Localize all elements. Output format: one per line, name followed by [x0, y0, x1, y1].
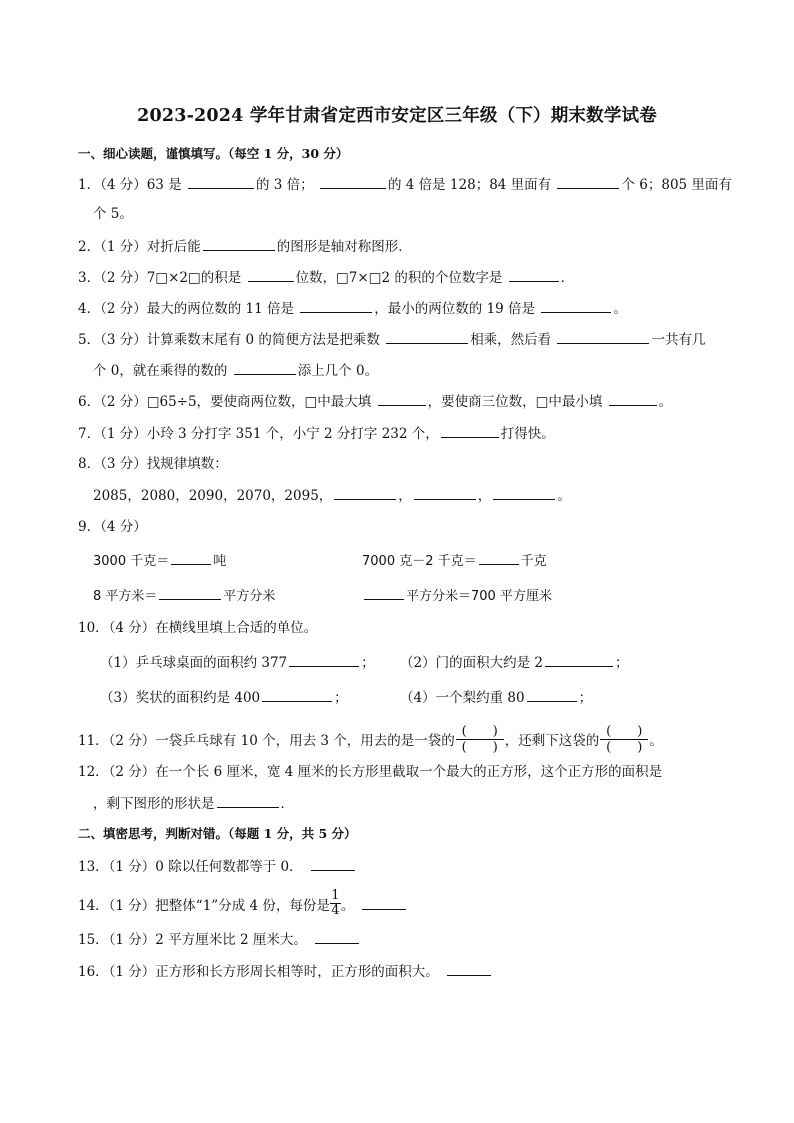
answer-blank[interactable]: [289, 653, 359, 667]
answer-blank[interactable]: [557, 330, 649, 344]
answer-blank[interactable]: [334, 486, 396, 500]
question-11: 11．（2 分）一袋乒乓球有 10 个，用去 3 个，用去的是一袋的 $\frac{( )}{( )}$ ，还剩下这袋的 $\frac{( )}{( )}$ 。: [78, 724, 663, 755]
question-9-item-1: 3000 千克＝ 吨: [93, 551, 226, 571]
question-12: 12．（2 分）在一个长 6 厘米，宽 4 厘米的长方形里截取一个最大的正方形，这个正方形的面积是: [78, 764, 663, 780]
question-9-item-3: 8 平方米＝ 平方分米: [93, 586, 275, 606]
answer-blank[interactable]: [248, 268, 294, 282]
answer-blank[interactable]: [447, 962, 491, 976]
question-15: 15．（1 分）2 平方厘米比 2 厘米大。: [78, 930, 361, 949]
question-16: 16．（1 分）正方形和长方形周长相等时，正方形的面积大。: [78, 962, 493, 981]
question-10-item-3: （3）奖状的面积约是 400 ；: [100, 690, 348, 706]
answer-blank[interactable]: [203, 237, 275, 251]
question-4: 4．（2 分）最大的两位数的 11 倍是 ，最小的两位数的 19 倍是 。: [78, 301, 627, 317]
fraction-one-quarter: $\frac{1}{4}$: [331, 888, 340, 918]
answer-blank[interactable]: [441, 424, 499, 438]
question-1: 1．（4 分）63 是 的 3 倍； 的 4 倍是 128；84 里面有 个 6；805 里面有: [78, 177, 732, 193]
question-10-item-1: （1）乒乓球桌面的面积约 377 ；: [100, 655, 375, 671]
question-1-cont: 个 5。: [93, 206, 133, 222]
question-8: 8．（3 分）找规律填数：: [78, 456, 228, 472]
answer-blank[interactable]: [300, 299, 372, 313]
answer-blank[interactable]: [527, 688, 577, 702]
question-3: 3．（2 分）7□×2□的积是 位数，□7×□2 的积的个位数字是 ．: [78, 270, 575, 286]
answer-blank[interactable]: [311, 857, 355, 871]
answer-blank[interactable]: [414, 486, 476, 500]
fraction-blank[interactable]: $\frac{( )}{( )}$: [600, 725, 648, 754]
answer-blank[interactable]: [609, 392, 657, 406]
answer-blank[interactable]: [364, 586, 404, 600]
answer-blank[interactable]: [217, 794, 279, 808]
question-9: 9．（4 分）: [78, 519, 147, 535]
answer-blank[interactable]: [386, 330, 468, 344]
exam-title: 2023-2024 学年甘肃省定西市安定区三年级（下）期末数学试卷: [137, 106, 657, 126]
answer-blank[interactable]: [545, 653, 613, 667]
question-8-sequence: 2085，2080，2090，2070，2095， ， ， 。: [93, 488, 571, 504]
answer-blank[interactable]: [541, 299, 611, 313]
question-5: 5．（3 分）计算乘数末尾有 0 的简便方法是把乘数 相乘，然后看 一共有几: [78, 332, 706, 348]
section-2-heading: 二、填密思考，判断对错。（每题 1 分，共 5 分）: [78, 826, 357, 841]
question-7: 7．（1 分）小玲 3 分打字 351 个，小宁 2 分打字 232 个， 打得快。: [78, 426, 555, 442]
answer-blank[interactable]: [493, 486, 555, 500]
question-12-cont: ，剩下图形的形状是 ．: [93, 796, 294, 812]
question-10-item-2: （2）门的面积大约是 2 ；: [400, 655, 629, 671]
answer-blank[interactable]: [378, 392, 426, 406]
question-13: 13．（1 分）0 除以任何数都等于 0．: [78, 857, 357, 876]
answer-blank[interactable]: [171, 551, 211, 565]
answer-blank[interactable]: [362, 896, 406, 910]
answer-blank[interactable]: [479, 551, 519, 565]
section-1-heading: 一、细心读题，谨慎填写。（每空 1 分，30 分）: [78, 146, 349, 161]
question-14: 14．（1 分）把整体“1”分成 4 份，每份是 $\frac{1}{4}$ 。: [78, 893, 408, 920]
question-9-item-2: 7000 克－2 千克＝ 千克: [362, 551, 547, 571]
question-10-item-4: （4）一个梨约重 80 ；: [400, 690, 593, 706]
answer-blank[interactable]: [557, 175, 619, 189]
answer-blank[interactable]: [509, 268, 559, 282]
question-2: 2．（1 分）对折后能 的图形是轴对称图形．: [78, 239, 412, 255]
answer-blank[interactable]: [234, 361, 296, 375]
fraction-blank[interactable]: $\frac{( )}{( )}$: [456, 725, 504, 754]
answer-blank[interactable]: [262, 688, 332, 702]
answer-blank[interactable]: [320, 175, 386, 189]
answer-blank[interactable]: [188, 175, 254, 189]
answer-blank[interactable]: [315, 930, 359, 944]
question-10: 10．（4 分）在横线里填上合适的单位。: [78, 620, 318, 636]
question-5-cont: 个 0，就在乘得的数的 添上几个 0。: [93, 363, 379, 379]
question-9-item-4: 平方分米＝700 平方厘米: [362, 586, 552, 606]
question-6: 6．（2 分）□65÷5，要使商两位数，□中最大填 ，要使商三位数，□中最小填 。: [78, 394, 673, 410]
answer-blank[interactable]: [159, 586, 221, 600]
